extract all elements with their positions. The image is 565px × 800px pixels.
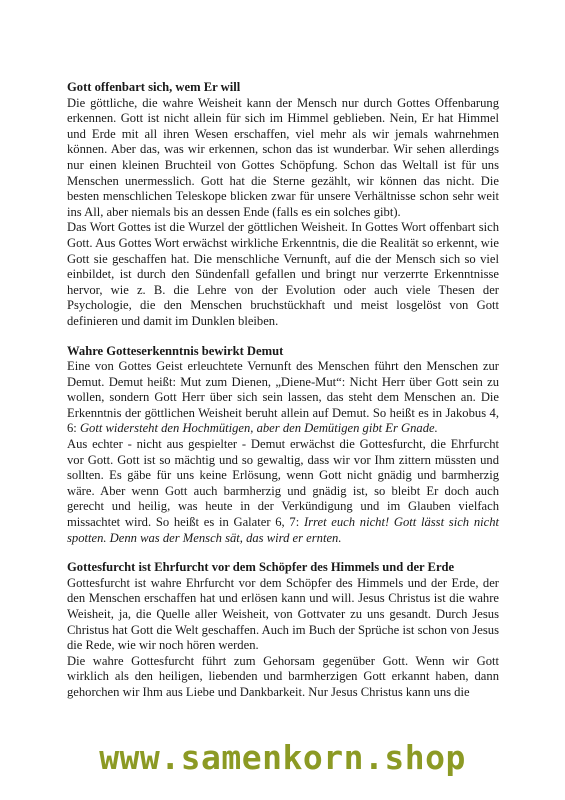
paragraph-text: Eine von Gottes Geist erleuchtete Vernunft des Menschen führt den Menschen zur Demut. Demut heißt: Mut zum Dienen, „Diene-Mut“: Nicht Herr über Gott sein zu wollen, sondern Gott Herr über sich sein lassen, das steht dem Menschen an. Die Erkenntnis der göttlichen Weisheit beruht allein auf Demut. So heißt es in Jakobus 4, 6:: [67, 359, 499, 436]
paragraph-text: Aus echter - nicht aus gespielter - Demut erwächst die Gottesfurcht, die Ehrfurcht vor Gott. Gott ist so mächtig und so gewaltig, dass wir vor Ihm zittern müssten und sollten. Es gäbe für uns keine Erlösung, wenn Gott nicht gnädig und barmherzig wäre. Aber wenn Gott auch barmherzig und gnädig ist, so bleibt Er doch auch gerecht und heilig, was heute in der Verkündigung und im Glauben vielfach missachtet wird. So heißt es in Galater 6, 7:: [67, 437, 499, 530]
paragraph-text: Die göttliche, die wahre Weisheit kann der Mensch nur durch Gottes Offenbarung erkennen. Gott ist nicht allein für sich im Himmel geblieben. Nein, Er hat Himmel und Erde mit all ihren Wesen erschaffen, viel mehr als wir jemals wahrnehmen können. Aber das, was wir erkennen, schon das ist wunderbar. Wir sehen allerdings nur einen kleinen Bruchteil von Gottes Schöpfung. Schon das Weltall ist für uns Menschen unermesslich. Gott hat die Sterne gezählt, wir können das nicht. Die besten menschlichen Teleskope blicken zwar für unsere Verhältnisse schon sehr weit ins All, aber niemals bis an dessen Ende (falls es ein solches gibt).: [67, 95, 499, 219]
paragraph-text: Das Wort Gottes ist die Wurzel der göttlichen Weisheit. In Gottes Wort offenbart sich Gott. Aus Gottes Wort erwächst wirkliche Erkenntnis, die die Realität so erkennt, wie Gott sie geschaffen hat. Die menschliche Vernunft, auf die der Mensch sich so viel einbildet, ist durch den Sündenfall gefallen und bringt nur verzerrte Erkenntnisse hervor, wie z. B. die Lehre von der Evolution oder auch viele Thesen der Psychologie, die den Menschen bruchstückhaft und meist losgelöst von Gott definieren und damit im Dunklen bleiben.: [67, 220, 499, 328]
paragraph: [67, 654, 499, 701]
watermark-url: www.samenkorn.shop: [99, 738, 466, 777]
paragraph: [67, 576, 499, 654]
paragraph: [67, 359, 499, 437]
paragraph-text: Die wahre Gottesfurcht führt zum Gehorsam gegenüber Gott. Wenn wir Gott wirklich als den heiligen, liebenden und barmherzigen Gott erkannt haben, dann gehorchen wir Ihm aus Liebe und Dankbarkeit. Nur Jesus Christus kann uns die: [67, 653, 499, 699]
bible-quote: Irret euch nicht! Gott lässt sich nicht spotten. Denn was der Mensch sät, das wird er ernten.: [67, 515, 499, 545]
section-heading: Gott offenbart sich, wem Er will: [67, 80, 241, 94]
section-gottesfurcht: [67, 560, 499, 700]
paragraph: [67, 96, 499, 221]
paragraph: [67, 437, 499, 546]
document-page: [67, 80, 499, 715]
paragraph-text: Gottesfurcht ist wahre Ehrfurcht vor dem Schöpfer des Himmels und der Erde, der den Menschen erschaffen hat und erlösen kann und will. Jesus Christus ist die wahre Weisheit, ja, die Quelle aller Weisheit, von Gottvater zu uns gesandt. Durch Jesus Christus hat Gott die Welt geschaffen. Auch im Buch der Sprüche ist schon von Jesus die Rede, wie wir noch hören werden.: [67, 575, 499, 653]
section-heading: Wahre Gotteserkenntnis bewirkt Demut: [67, 343, 284, 358]
bible-quote: Gott widersteht den Hochmütigen, aber den Demütigen gibt Er Gnade.: [79, 421, 438, 436]
section-heading: Gottesfurcht ist Ehrfurcht vor dem Schöpfer des Himmels und der Erde: [67, 560, 455, 575]
paragraph: [67, 220, 499, 329]
section-demut: [67, 344, 499, 547]
section-offenbarung: [67, 80, 499, 330]
